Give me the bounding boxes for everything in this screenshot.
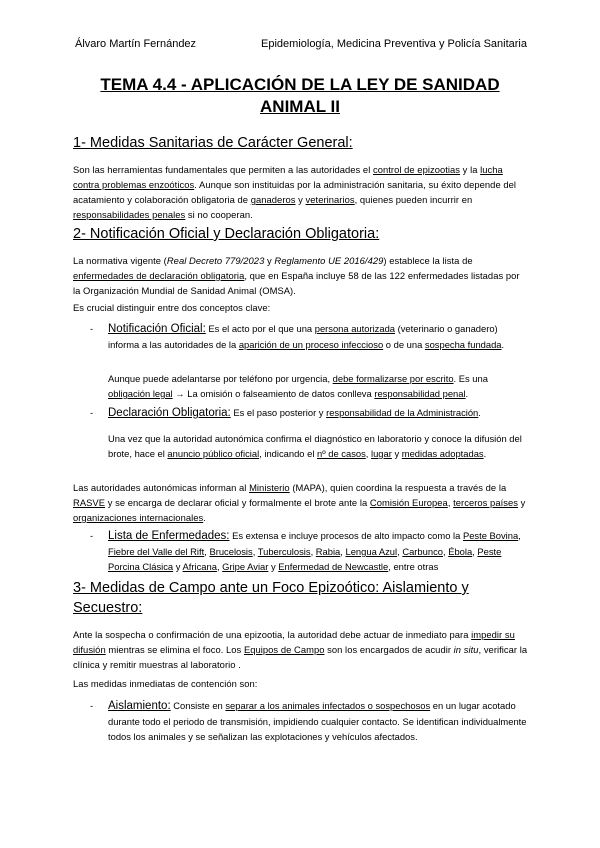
- underlined-term: debe formalizarse por escrito: [332, 373, 454, 384]
- underlined-term: Fiebre del Valle del Rift: [108, 546, 205, 557]
- underlined-term: responsabilidades penales: [73, 209, 186, 220]
- text-run: ,: [442, 546, 449, 557]
- text-run: y: [264, 255, 275, 266]
- underlined-term: Brucelosis: [209, 546, 253, 557]
- underlined-term: responsabilidad de la Administración: [326, 407, 479, 418]
- text-run: Consiste en: [170, 700, 226, 711]
- underlined-term: terceros países: [453, 497, 518, 508]
- text-run: y la: [460, 164, 481, 175]
- text-run: ,: [518, 530, 521, 541]
- declaracion-text: [231, 407, 481, 418]
- text-run: o de una: [383, 339, 425, 350]
- underlined-term: Rabia: [315, 546, 341, 557]
- underlined-term: Gripe Aviar: [222, 561, 269, 572]
- term-lista-enfermedades: Lista de Enfermedades:: [108, 530, 230, 542]
- declaracion-subparagraph: [108, 431, 528, 461]
- section-3-paragraph-1: [73, 627, 528, 672]
- underlined-term: lugar: [371, 448, 392, 459]
- italic-term: in situ: [453, 644, 479, 655]
- text-run: La normativa vigente (: [73, 255, 167, 266]
- text-run: (veterinario o ganadero) informa a las autoridades de la: [108, 323, 498, 350]
- section-2-heading: 2- Notificación Oficial y Declaración Obligatoria:: [73, 226, 380, 242]
- underlined-term: lucha contra problemas enzoóticos: [73, 164, 503, 190]
- list-dash: -: [90, 323, 94, 334]
- underlined-term: separar a los animales infectados o sospechosos: [225, 700, 431, 711]
- underlined-term: persona autorizada: [314, 323, 395, 334]
- underlined-term: veterinarios: [305, 194, 355, 205]
- page-title: [60, 74, 540, 118]
- text-run: ,: [472, 546, 478, 557]
- text-run: ) establece la lista de: [383, 255, 473, 266]
- text-run: ,: [340, 546, 346, 557]
- underlined-term: obligación legal: [108, 388, 173, 399]
- section-3-heading: 3- Medidas de Campo ante un Foco Epizoótico: Aislamiento y Secuestro:: [73, 580, 469, 616]
- underlined-term: Ministerio: [249, 482, 290, 493]
- underlined-term: Peste Bovina: [462, 530, 519, 541]
- text-run: Es el paso posterior y: [230, 407, 327, 418]
- underlined-term: Tuberculosis: [257, 546, 311, 557]
- text-run: y: [268, 561, 279, 572]
- underlined-term: Africana: [182, 561, 217, 572]
- text-run: en un lugar acotado durante todo el periodo de transmisión, impidiendo cualquier contacto. Se identifican individualmente todos los animales y se señalizan las explotaciones y vehículos afectados.: [108, 700, 527, 742]
- section-2-paragraph-3: [73, 480, 528, 525]
- text-run: Son las herramientas fundamentales que permiten a las autoridades el: [73, 164, 373, 175]
- text-run: .: [483, 448, 487, 459]
- list-item-notificacion: [90, 321, 530, 352]
- underlined-term: Enfermedad de Newcastle: [278, 561, 389, 572]
- italic-term: Reglamento UE 2016/429: [274, 255, 384, 266]
- text-run: ,: [447, 497, 454, 508]
- underlined-term: medidas adoptadas: [401, 448, 484, 459]
- text-run: ,: [397, 546, 403, 557]
- header-subject: Epidemiología, Medicina Preventiva y Policía Sanitaria: [261, 38, 527, 50]
- text-run: ,: [252, 546, 258, 557]
- text-run: y: [517, 497, 526, 508]
- aislamiento-text: [108, 700, 527, 742]
- text-run: y: [295, 194, 306, 205]
- text-run: . Es una: [453, 373, 488, 384]
- underlined-term: Comisión Europea: [369, 497, 448, 508]
- term-aislamiento: Aislamiento:: [108, 700, 171, 712]
- text-run: → La omisión o falseamiento de datos conlleva: [172, 388, 375, 399]
- underlined-term: Peste Porcina Clásica: [108, 546, 502, 572]
- text-run: , que en España incluye 58 de las 122 enfermedades listadas por la Organización Mundial de Sanidad Animal (OMSA).: [73, 270, 520, 296]
- underlined-term: enfermedades de declaración obligatoria: [73, 270, 245, 281]
- underlined-term: responsabilidad penal: [374, 388, 466, 399]
- text-run: .: [203, 512, 206, 523]
- list-dash: -: [90, 700, 94, 711]
- underlined-term: Ébola: [448, 546, 473, 557]
- text-run: Ante la sospecha o confirmación de una epizootia, la autoridad debe actuar de inmediato para: [73, 629, 472, 640]
- underlined-term: Equipos de Campo: [243, 644, 325, 655]
- underlined-term: nº de casos: [317, 448, 366, 459]
- text-run: Es extensa e incluye procesos de alto impacto como la: [229, 530, 463, 541]
- text-run: .: [465, 388, 469, 399]
- section-1-paragraph: [73, 162, 528, 222]
- text-run: y se encarga de declarar oficial y formalmente el brote ante la: [105, 497, 370, 508]
- section-3-paragraph-2: Las medidas inmediatas de contención son:: [73, 678, 258, 689]
- underlined-term: sospecha fundada: [424, 339, 502, 350]
- list-item-declaracion: [90, 405, 530, 421]
- text-run: y: [173, 561, 183, 572]
- list-dash: -: [90, 530, 94, 541]
- text-run: Una vez que la autoridad autonómica confirma el diagnóstico en laboratorio y conoce la difusión del brote, hace el: [108, 433, 522, 459]
- underlined-term: RASVE: [73, 497, 106, 508]
- list-dash: -: [90, 407, 94, 418]
- underlined-term: organizaciones internacionales: [73, 512, 204, 523]
- list-item-lista-enfermedades: [90, 528, 530, 572]
- section-1-heading: 1- Medidas Sanitarias de Carácter General:: [73, 135, 353, 151]
- section-2-paragraph-1: [73, 253, 528, 298]
- list-item-aislamiento: [90, 698, 530, 744]
- text-run: .: [478, 407, 481, 418]
- text-run: ,: [310, 546, 316, 557]
- text-run: ,: [365, 448, 371, 459]
- underlined-term: control de epizootias: [372, 164, 461, 175]
- italic-term: Real Decreto 779/2023: [166, 255, 265, 266]
- text-run: Aunque puede adelantarse por teléfono por urgencia,: [108, 373, 333, 384]
- term-notificacion: Notificación Oficial:: [108, 323, 206, 335]
- title-line-2: ANIMAL II: [260, 97, 340, 116]
- text-run: , verificar la clínica y remitir muestras al laboratorio .: [73, 644, 528, 670]
- notificacion-subparagraph: [108, 371, 528, 401]
- text-run: Las autoridades autonómicas informan al: [73, 482, 250, 493]
- title-line-1: TEMA 4.4 - APLICACIÓN DE LA LEY DE SANIDAD: [100, 75, 500, 94]
- text-run: mientras se elimina el foco. Los: [105, 644, 244, 655]
- underlined-term: ganaderos: [250, 194, 296, 205]
- text-run: Es el acto por el que una: [205, 323, 315, 334]
- text-run: , entre otras: [388, 561, 439, 572]
- text-run: (MAPA), quien coordina la respuesta a través de la: [289, 482, 507, 493]
- header-author: Álvaro Martín Fernández: [75, 38, 197, 50]
- text-run: ,: [204, 546, 210, 557]
- underlined-term: anuncio público oficial: [167, 448, 260, 459]
- text-run: ,: [216, 561, 223, 572]
- text-run: , indicando el: [259, 448, 318, 459]
- text-run: y: [391, 448, 402, 459]
- text-run: . Aunque son instituidas por la administración sanitaria, su éxito depende del acatamiento y colaboración obligatoria de: [73, 179, 517, 205]
- underlined-term: aparición de un proceso infeccioso: [238, 339, 384, 350]
- underlined-term: impedir su difusión: [73, 629, 515, 655]
- text-run: si no cooperan.: [185, 209, 253, 220]
- text-run: .: [501, 339, 505, 350]
- underlined-term: Lengua Azul: [345, 546, 398, 557]
- text-run: , quienes pueden incurrir en: [354, 194, 473, 205]
- term-declaracion: Declaración Obligatoria:: [108, 407, 231, 419]
- section-2-paragraph-2: Es crucial distinguir entre dos conceptos clave:: [73, 302, 271, 313]
- text-run: son los encargados de acudir: [324, 644, 454, 655]
- underlined-term: Carbunco: [402, 546, 443, 557]
